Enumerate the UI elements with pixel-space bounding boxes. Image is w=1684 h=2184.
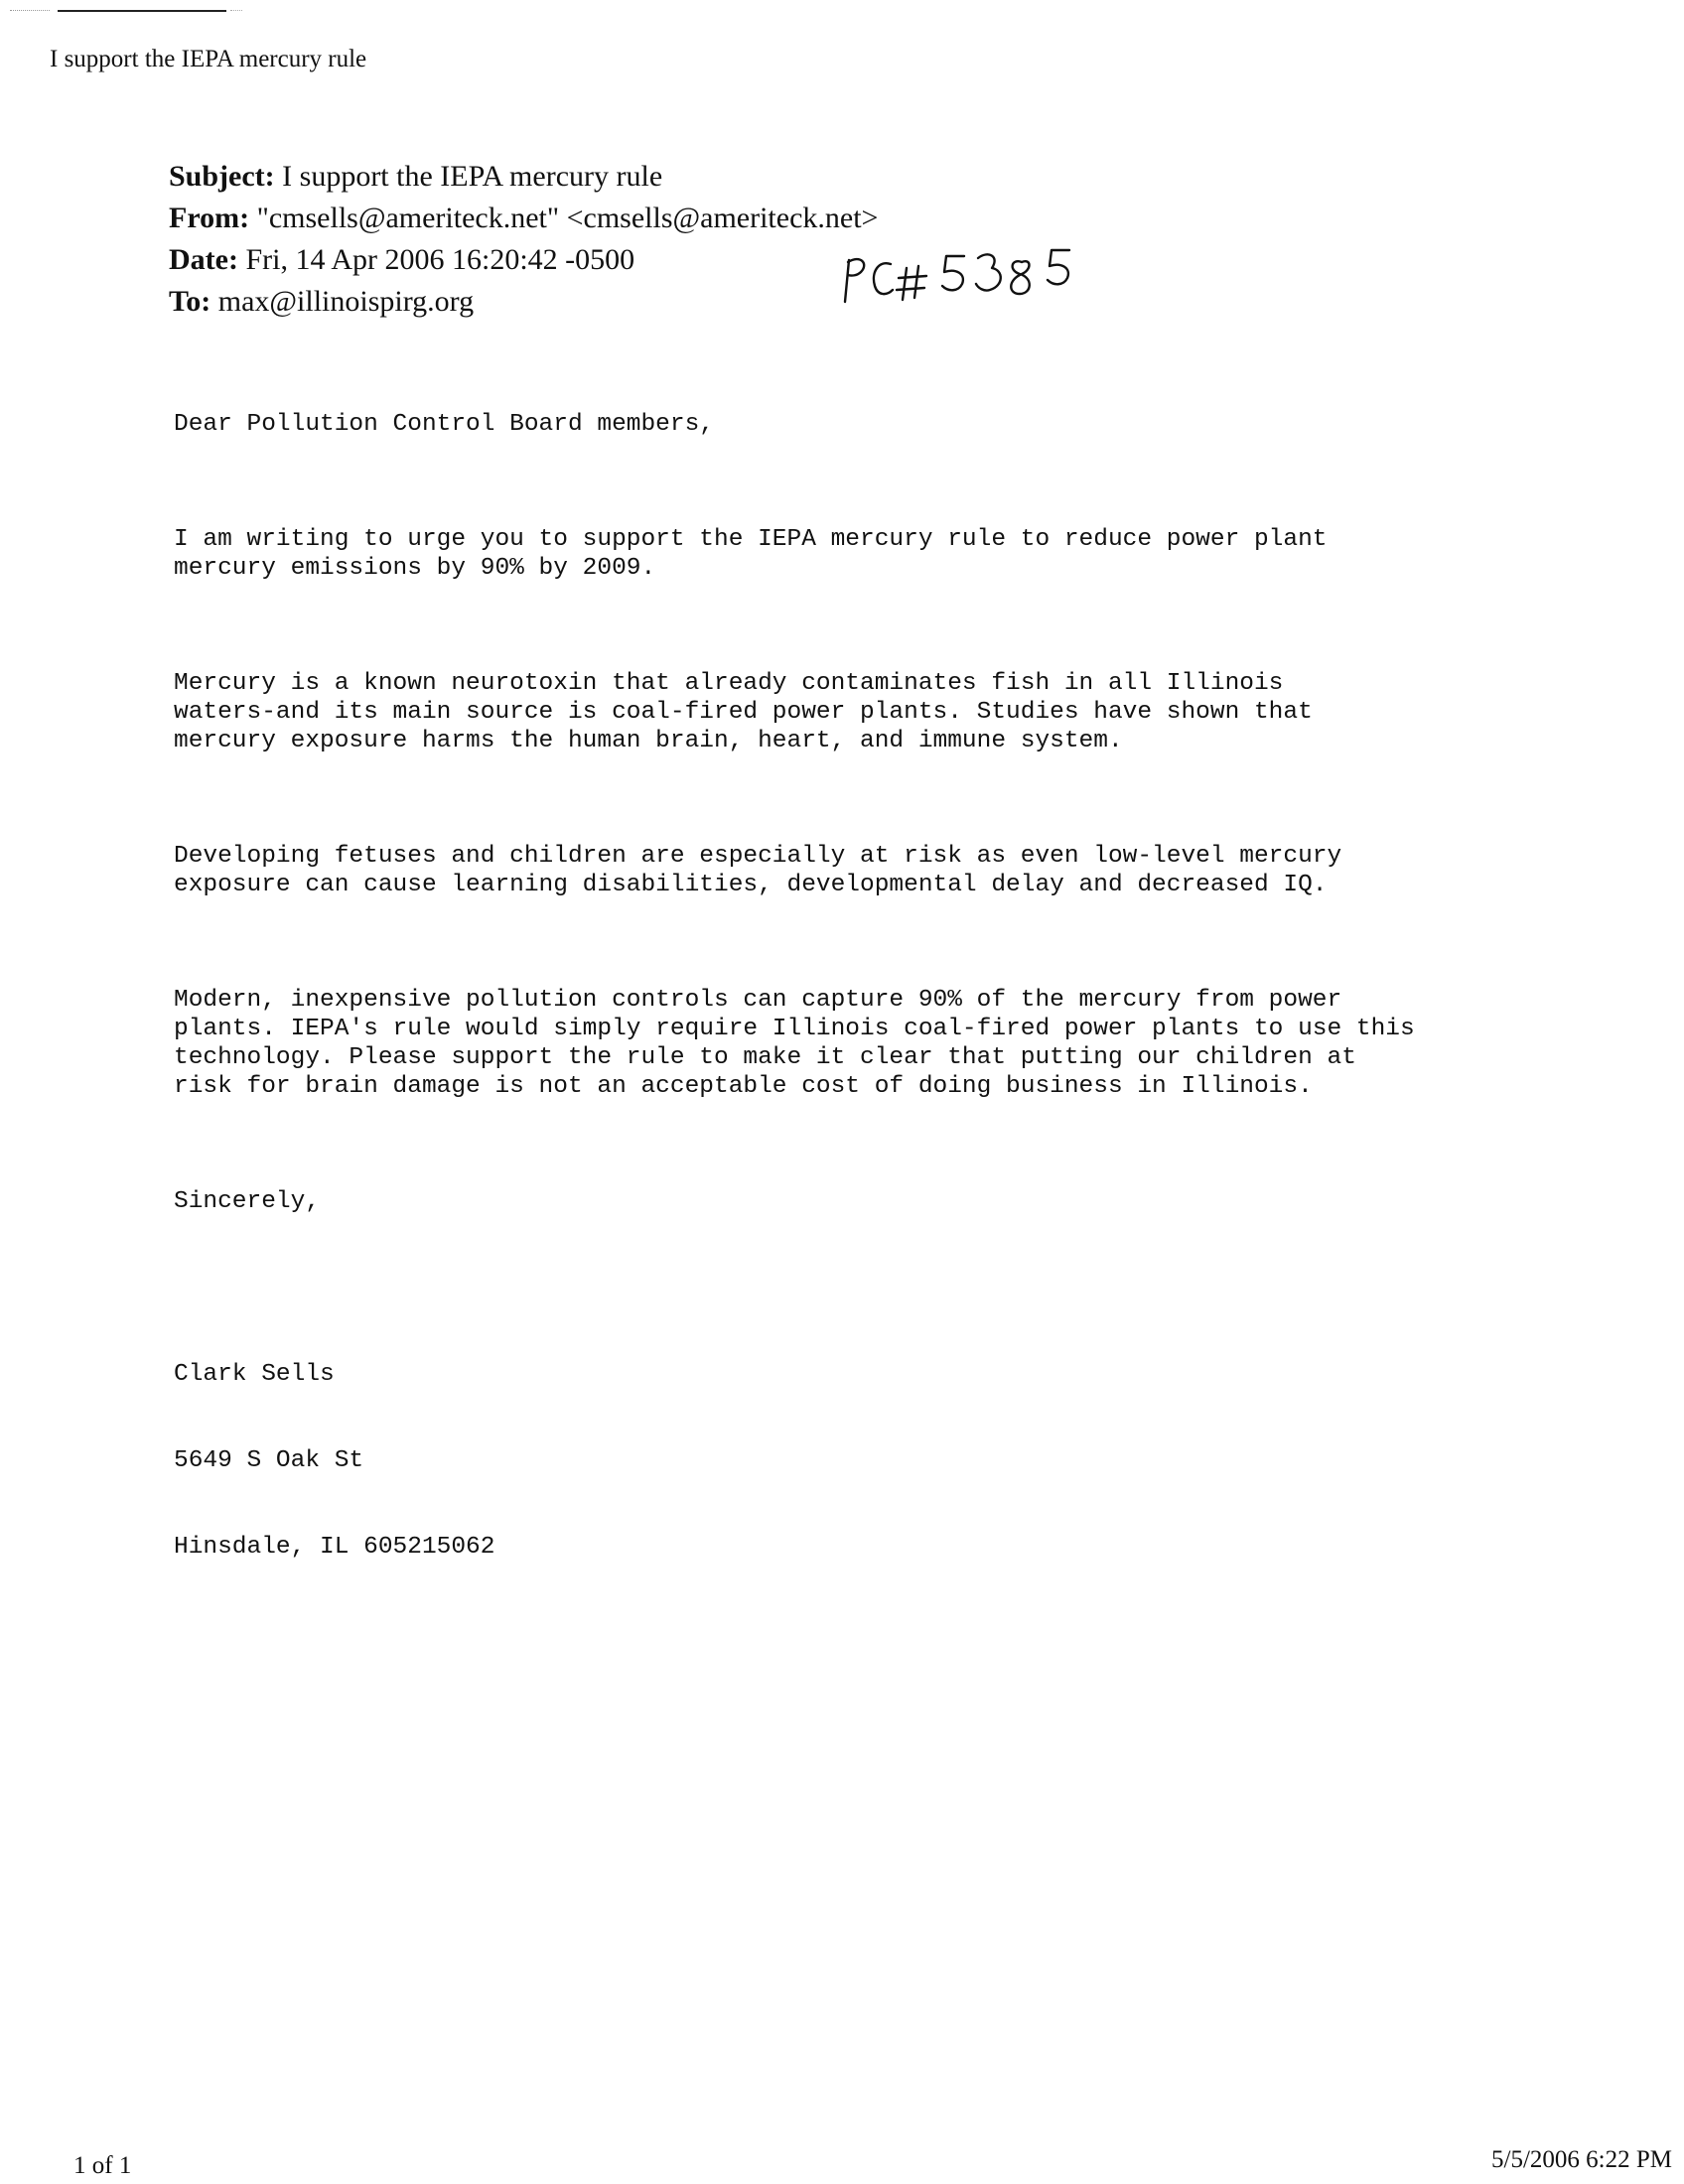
subject-line bbox=[169, 156, 878, 198]
salutation: Dear Pollution Control Board members, bbox=[174, 411, 714, 438]
from-value: "cmsells@ameriteck.net" <cmsells@ameriteck.net> bbox=[256, 202, 879, 234]
to-line bbox=[169, 281, 878, 323]
to-label: To: bbox=[169, 285, 211, 318]
date-line bbox=[169, 239, 878, 281]
handwritten-pc-number bbox=[839, 238, 1077, 318]
from-label: From: bbox=[169, 202, 250, 234]
date-value: Fri, 14 Apr 2006 16:20:42 -0500 bbox=[245, 243, 635, 276]
body-paragraph: Developing fetuses and children are especially at risk as even low-level mercury exposure can cause learning disabilities, developmental delay and decreased IQ. bbox=[174, 843, 1342, 898]
print-timestamp: 5/5/2006 6:22 PM bbox=[1491, 2146, 1672, 2173]
from-line bbox=[169, 198, 878, 239]
top-rule-faint bbox=[10, 10, 50, 11]
signature-block bbox=[174, 1302, 1564, 1619]
top-rule bbox=[58, 10, 226, 12]
top-rule-faint-right bbox=[230, 10, 242, 11]
body-paragraph: Mercury is a known neurotoxin that already contaminates fish in all Illinois waters-and its main source is coal-fired power plants. Studies have shown that mercury exposure harms the human brain, heart, and immune system. bbox=[174, 670, 1313, 754]
running-title: I support the IEPA mercury rule bbox=[50, 46, 367, 72]
handwritten-annotation bbox=[839, 238, 1077, 318]
subject-value: I support the IEPA mercury rule bbox=[282, 160, 663, 193]
signature-city: Hinsdale, IL 605215062 bbox=[174, 1534, 495, 1561]
subject-label: Subject: bbox=[169, 160, 275, 193]
body-paragraph: Modern, inexpensive pollution controls can capture 90% of the mercury from power plants. IEPA's rule would simply require Illinois coal-fired power plants to use this technology. Please support the rule to make it clear that putting our children at risk for brain damage is not an acceptable cost of doing business in Illinois. bbox=[174, 987, 1415, 1100]
closing: Sincerely, bbox=[174, 1188, 321, 1215]
email-body bbox=[174, 352, 1564, 1677]
body-paragraph: I am writing to urge you to support the IEPA mercury rule to reduce power plant mercury emissions by 90% by 2009. bbox=[174, 526, 1328, 582]
signature-name: Clark Sells bbox=[174, 1361, 335, 1388]
signature-street: 5649 S Oak St bbox=[174, 1447, 364, 1474]
page-number: 1 of 1 bbox=[73, 2152, 132, 2179]
email-header bbox=[169, 156, 878, 323]
to-value: max@illinoispirg.org bbox=[217, 285, 475, 318]
date-label: Date: bbox=[169, 243, 238, 276]
